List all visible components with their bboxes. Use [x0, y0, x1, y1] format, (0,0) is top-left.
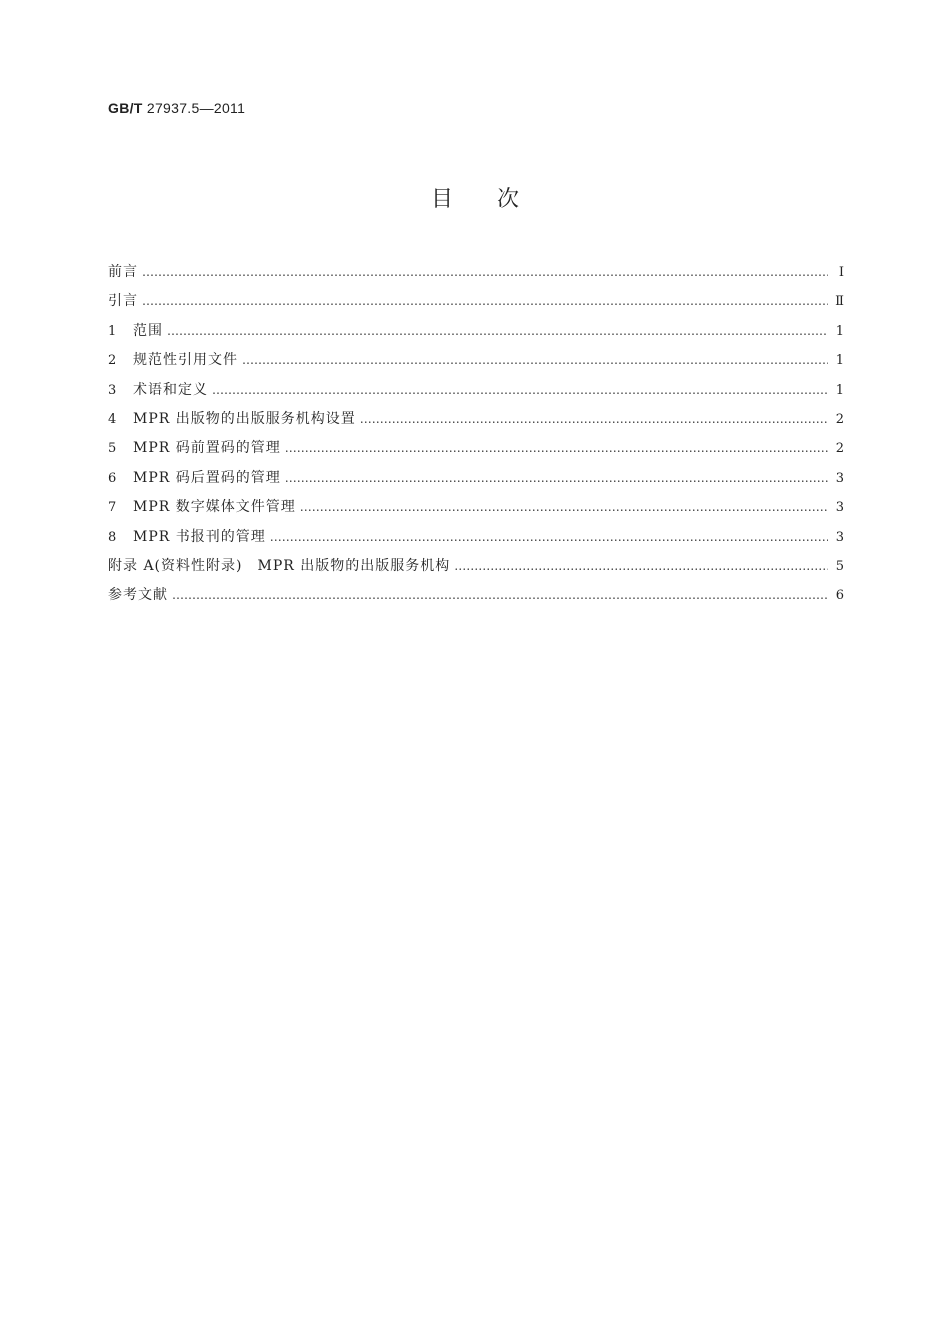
toc-leader-dots [172, 581, 828, 610]
toc-leader-dots [167, 317, 828, 346]
standard-code [108, 100, 245, 116]
toc-leader-dots [242, 346, 828, 375]
toc-entry-number: 3 [108, 382, 117, 398]
standard-number: 27937.5—2011 [146, 100, 246, 116]
toc-entry-number: 1 [108, 323, 117, 339]
toc-entry-8[interactable] [108, 523, 844, 552]
toc-entry-number: 5 [108, 441, 117, 457]
standard-prefix: GB/T [108, 100, 143, 116]
toc-leader-dots [300, 493, 828, 522]
toc-entry-page: 3 [835, 529, 844, 545]
toc-leader-dots [142, 258, 828, 287]
toc-leader-dots [285, 434, 828, 463]
toc-entry-page: 5 [835, 558, 844, 574]
toc-entry-label: 附录 A(资料性附录) MPR 出版物的出版服务机构 [108, 557, 451, 574]
toc-leader-dots [454, 552, 828, 581]
toc-entry-page: 3 [835, 500, 844, 516]
table-of-contents [108, 258, 844, 611]
toc-entry-number: 8 [108, 529, 117, 545]
toc-entry-references[interactable] [108, 581, 844, 610]
toc-entry-page: 1 [835, 353, 844, 369]
toc-entry-page: 1 [835, 382, 844, 398]
toc-entry-label: 引言 [108, 293, 138, 310]
toc-entry-page: Ⅱ [835, 294, 844, 310]
toc-entry-label: MPR 出版物的出版服务机构设置 [133, 410, 356, 427]
toc-entry-label: 术语和定义 [133, 381, 208, 398]
toc-entry-number: 2 [108, 353, 117, 369]
toc-entry-7[interactable] [108, 493, 844, 522]
toc-entry-page: Ⅰ [838, 265, 844, 280]
toc-entry-6[interactable] [108, 464, 844, 493]
toc-entry-label: 范围 [133, 322, 163, 339]
toc-entry-3[interactable] [108, 376, 844, 405]
toc-entry-1[interactable] [108, 317, 844, 346]
toc-entry-label: MPR 码后置码的管理 [133, 469, 281, 486]
toc-entry-foreword[interactable] [108, 258, 844, 287]
toc-entry-label: 规范性引用文件 [133, 352, 238, 369]
toc-entry-label: MPR 数字媒体文件管理 [133, 499, 296, 516]
toc-entry-page: 6 [835, 588, 844, 604]
toc-entry-label: MPR 书报刊的管理 [133, 528, 266, 545]
toc-entry-label: 参考文献 [108, 587, 168, 604]
toc-entry-page: 1 [835, 323, 844, 339]
toc-entry-appendix-a[interactable] [108, 552, 844, 581]
toc-leader-dots [285, 464, 828, 493]
toc-leader-dots [270, 523, 828, 552]
toc-entry-2[interactable] [108, 346, 844, 375]
toc-entry-number: 4 [108, 411, 117, 427]
toc-entry-page: 3 [835, 470, 844, 486]
toc-entry-label: MPR 码前置码的管理 [133, 440, 281, 457]
toc-leader-dots [142, 287, 828, 316]
toc-entry-number: 7 [108, 500, 117, 516]
page-title: 目次 [430, 187, 563, 212]
toc-entry-page: 2 [835, 411, 844, 427]
toc-entry-4[interactable] [108, 405, 844, 434]
toc-entry-page: 2 [835, 441, 844, 457]
toc-entry-introduction[interactable] [108, 287, 844, 316]
toc-leader-dots [360, 405, 828, 434]
toc-entry-label: 前言 [108, 264, 138, 280]
toc-leader-dots [212, 376, 828, 405]
toc-entry-number: 6 [108, 470, 117, 486]
toc-entry-5[interactable] [108, 434, 844, 463]
